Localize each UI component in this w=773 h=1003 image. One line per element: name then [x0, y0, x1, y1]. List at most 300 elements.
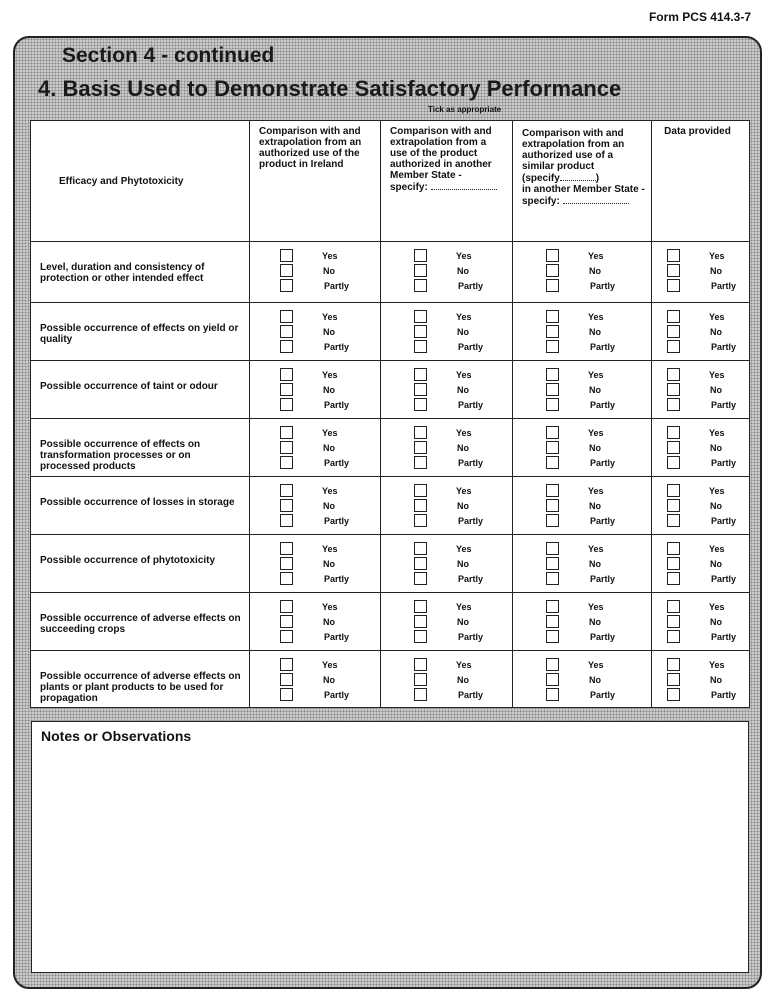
option-line — [250, 278, 380, 293]
checkbox-partly[interactable] — [667, 456, 680, 469]
option-group — [513, 309, 651, 354]
option-line — [513, 657, 651, 672]
notes-box[interactable] — [31, 721, 749, 973]
checkbox-partly[interactable] — [546, 456, 559, 469]
checkbox-partly[interactable] — [546, 630, 559, 643]
option-group — [250, 483, 380, 528]
criterion-label: Possible occurrence of effects on transformation processes or on processed products — [31, 419, 250, 477]
checkbox-partly[interactable] — [414, 340, 427, 353]
option-line — [513, 278, 651, 293]
checkbox-no[interactable] — [667, 383, 680, 396]
option-cell — [513, 303, 652, 361]
option-line — [652, 397, 749, 412]
option-cell — [250, 419, 381, 477]
checkbox-partly[interactable] — [280, 456, 293, 469]
header-row — [31, 121, 750, 242]
criterion-label: Possible occurrence of adverse effects on plants or plant products to be used for propagation — [31, 651, 250, 708]
specify-product-line[interactable] — [560, 172, 596, 181]
option-label-yes: Yes — [588, 369, 604, 380]
checkbox-partly[interactable] — [546, 688, 559, 701]
checkbox-yes[interactable] — [280, 658, 293, 671]
option-line — [513, 498, 651, 513]
option-label-no: No — [457, 265, 469, 276]
checkbox-no[interactable] — [546, 673, 559, 686]
option-cell — [250, 242, 381, 303]
form-number: Form PCS 414.3-7 — [648, 10, 751, 24]
option-label-yes: Yes — [322, 659, 338, 670]
option-line — [381, 324, 512, 339]
option-line — [250, 483, 380, 498]
checkbox-yes[interactable] — [667, 310, 680, 323]
checkbox-yes[interactable] — [667, 542, 680, 555]
option-line — [513, 599, 651, 614]
option-label-no: No — [710, 616, 722, 627]
checkbox-no[interactable] — [414, 264, 427, 277]
checkbox-yes[interactable] — [667, 658, 680, 671]
checkbox-yes[interactable] — [667, 484, 680, 497]
option-line — [381, 339, 512, 354]
option-line — [652, 614, 749, 629]
checkbox-yes[interactable] — [546, 310, 559, 323]
checkbox-partly[interactable] — [546, 340, 559, 353]
option-label-partly: Partly — [458, 515, 484, 526]
option-line — [513, 455, 651, 470]
checkbox-no[interactable] — [414, 557, 427, 570]
option-label-partly: Partly — [324, 457, 350, 468]
option-line — [513, 571, 651, 586]
checkbox-yes[interactable] — [414, 600, 427, 613]
option-label-no: No — [457, 326, 469, 337]
option-group — [513, 425, 651, 470]
checkbox-no[interactable] — [280, 325, 293, 338]
option-group — [513, 657, 651, 702]
option-line — [381, 599, 512, 614]
table-row — [31, 477, 750, 535]
option-label-partly: Partly — [711, 399, 737, 410]
checkbox-no[interactable] — [414, 673, 427, 686]
option-group — [250, 367, 380, 412]
criterion-label: Possible occurrence of effects on yield or quality — [31, 303, 250, 361]
option-line — [250, 498, 380, 513]
option-cell — [652, 651, 750, 708]
checkbox-no[interactable] — [546, 499, 559, 512]
option-label-yes: Yes — [322, 250, 338, 261]
checkbox-yes[interactable] — [667, 426, 680, 439]
checkbox-yes[interactable] — [280, 310, 293, 323]
option-group — [652, 541, 749, 586]
checkbox-no[interactable] — [667, 325, 680, 338]
checkbox-partly[interactable] — [414, 279, 427, 292]
specify-input-line[interactable] — [431, 181, 497, 190]
option-group — [652, 483, 749, 528]
checkbox-yes[interactable] — [667, 368, 680, 381]
option-line — [513, 541, 651, 556]
option-group — [513, 483, 651, 528]
checkbox-yes[interactable] — [414, 542, 427, 555]
option-line — [381, 513, 512, 528]
option-label-partly: Partly — [590, 457, 616, 468]
option-line — [381, 455, 512, 470]
option-label-no: No — [457, 674, 469, 685]
checkbox-no[interactable] — [280, 557, 293, 570]
checkbox-no[interactable] — [546, 441, 559, 454]
option-line — [652, 599, 749, 614]
checkbox-no[interactable] — [546, 264, 559, 277]
option-line — [513, 367, 651, 382]
checkbox-no[interactable] — [546, 557, 559, 570]
header-col-member-state-text: Comparison with and extrapolation from a use of the product authorized in another Member State - — [390, 126, 492, 181]
checkbox-no[interactable] — [546, 383, 559, 396]
criterion-label: Possible occurrence of phytotoxicity — [31, 535, 250, 593]
checkbox-no[interactable] — [667, 264, 680, 277]
option-cell — [652, 419, 750, 477]
option-label-yes: Yes — [588, 311, 604, 322]
option-group — [381, 248, 512, 293]
checkbox-partly[interactable] — [414, 688, 427, 701]
option-group — [652, 657, 749, 702]
option-line — [381, 687, 512, 702]
option-line — [250, 440, 380, 455]
checkbox-yes[interactable] — [546, 542, 559, 555]
option-line — [513, 483, 651, 498]
checkbox-yes[interactable] — [546, 600, 559, 613]
option-line — [652, 324, 749, 339]
checkbox-yes[interactable] — [280, 484, 293, 497]
option-group — [381, 657, 512, 702]
option-line — [652, 339, 749, 354]
option-label-no: No — [457, 558, 469, 569]
option-label-partly: Partly — [711, 280, 737, 291]
table-body — [31, 242, 750, 708]
option-label-yes: Yes — [709, 485, 725, 496]
option-line — [652, 455, 749, 470]
checkbox-yes[interactable] — [280, 249, 293, 262]
main-heading: 4. Basis Used to Demonstrate Satisfactory Performance — [38, 76, 622, 101]
option-label-partly: Partly — [590, 280, 616, 291]
option-cell — [513, 651, 652, 708]
checkbox-partly[interactable] — [414, 456, 427, 469]
option-line — [381, 248, 512, 263]
option-cell — [652, 477, 750, 535]
option-label-yes: Yes — [709, 250, 725, 261]
option-label-yes: Yes — [456, 250, 472, 261]
option-line — [513, 556, 651, 571]
option-line — [250, 425, 380, 440]
section-heading: Section 4 - continued — [62, 44, 275, 67]
option-label-yes: Yes — [709, 543, 725, 554]
checkbox-yes[interactable] — [414, 368, 427, 381]
option-label-partly: Partly — [324, 515, 350, 526]
option-label-partly: Partly — [324, 280, 350, 291]
option-label-partly: Partly — [590, 631, 616, 642]
option-line — [652, 263, 749, 278]
option-label-yes: Yes — [322, 601, 338, 612]
option-label-no: No — [323, 265, 335, 276]
option-line — [513, 425, 651, 440]
checkbox-no[interactable] — [280, 264, 293, 277]
checkbox-partly[interactable] — [546, 398, 559, 411]
checkbox-partly[interactable] — [667, 630, 680, 643]
checkbox-no[interactable] — [546, 325, 559, 338]
option-cell — [513, 477, 652, 535]
option-line — [250, 657, 380, 672]
option-line — [652, 278, 749, 293]
option-group — [250, 248, 380, 293]
specify-label: specify: — [390, 182, 428, 193]
option-label-no: No — [323, 674, 335, 685]
checkbox-yes[interactable] — [414, 249, 427, 262]
checkbox-yes[interactable] — [414, 426, 427, 439]
option-label-partly: Partly — [324, 399, 350, 410]
option-label-no: No — [710, 384, 722, 395]
checkbox-partly[interactable] — [667, 572, 680, 585]
option-group — [652, 599, 749, 644]
option-line — [250, 397, 380, 412]
table-row — [31, 303, 750, 361]
option-line — [513, 672, 651, 687]
checkbox-partly[interactable] — [280, 630, 293, 643]
option-label-yes: Yes — [322, 485, 338, 496]
checkbox-no[interactable] — [280, 383, 293, 396]
option-line — [513, 629, 651, 644]
checkbox-yes[interactable] — [280, 426, 293, 439]
option-group — [513, 599, 651, 644]
checkbox-yes[interactable] — [667, 600, 680, 613]
checkbox-no[interactable] — [667, 673, 680, 686]
option-label-partly: Partly — [590, 689, 616, 700]
option-line — [250, 571, 380, 586]
checkbox-partly[interactable] — [280, 572, 293, 585]
option-label-yes: Yes — [456, 485, 472, 496]
option-label-no: No — [323, 384, 335, 395]
option-cell — [250, 361, 381, 419]
option-group — [250, 541, 380, 586]
table-row — [31, 535, 750, 593]
option-label-partly: Partly — [590, 573, 616, 584]
option-line — [652, 425, 749, 440]
checkbox-yes[interactable] — [546, 426, 559, 439]
checkbox-yes[interactable] — [546, 368, 559, 381]
option-group — [250, 599, 380, 644]
header-col-similar-text: Comparison with and extrapolation from an authorized use of a similar product — [522, 128, 625, 172]
checkbox-yes[interactable] — [280, 542, 293, 555]
option-line — [652, 541, 749, 556]
checkbox-no[interactable] — [414, 383, 427, 396]
checkbox-partly[interactable] — [667, 279, 680, 292]
checkbox-no[interactable] — [280, 673, 293, 686]
option-label-yes: Yes — [322, 369, 338, 380]
option-label-yes: Yes — [709, 601, 725, 612]
option-cell — [513, 242, 652, 303]
notes-title: Notes or Observations — [41, 728, 192, 744]
specify-label-2: specify: — [522, 196, 560, 207]
option-line — [381, 483, 512, 498]
checkbox-partly[interactable] — [280, 340, 293, 353]
option-cell — [250, 535, 381, 593]
option-label-partly: Partly — [324, 341, 350, 352]
option-cell — [652, 361, 750, 419]
checkbox-partly[interactable] — [667, 340, 680, 353]
option-label-yes: Yes — [588, 659, 604, 670]
option-label-partly: Partly — [458, 457, 484, 468]
option-line — [652, 687, 749, 702]
checkbox-partly[interactable] — [280, 514, 293, 527]
option-cell — [652, 242, 750, 303]
option-line — [250, 339, 380, 354]
checkbox-partly[interactable] — [280, 398, 293, 411]
checkbox-partly[interactable] — [546, 572, 559, 585]
option-line — [513, 687, 651, 702]
option-line — [250, 382, 380, 397]
option-label-no: No — [589, 326, 601, 337]
header-col-ireland: Comparison with and extrapolation from an authorized use of the product in Ireland — [250, 121, 381, 242]
option-label-partly: Partly — [590, 515, 616, 526]
header-col-similar-product — [513, 121, 652, 242]
checkbox-yes[interactable] — [546, 658, 559, 671]
option-cell — [381, 651, 513, 708]
option-line — [250, 614, 380, 629]
option-line — [652, 513, 749, 528]
header-efficacy: Efficacy and Phytotoxicity — [31, 121, 250, 242]
checkbox-no[interactable] — [280, 499, 293, 512]
checkbox-no[interactable] — [667, 557, 680, 570]
option-line — [250, 687, 380, 702]
option-line — [381, 440, 512, 455]
checkbox-no[interactable] — [280, 615, 293, 628]
option-line — [513, 309, 651, 324]
option-cell — [381, 477, 513, 535]
checkbox-no[interactable] — [414, 499, 427, 512]
checkbox-partly[interactable] — [414, 630, 427, 643]
option-label-no: No — [710, 326, 722, 337]
option-label-yes: Yes — [322, 427, 338, 438]
option-label-yes: Yes — [456, 601, 472, 612]
checkbox-no[interactable] — [414, 325, 427, 338]
checkbox-yes[interactable] — [414, 484, 427, 497]
option-group — [652, 248, 749, 293]
option-cell — [513, 593, 652, 651]
option-label-partly: Partly — [324, 689, 350, 700]
option-label-no: No — [589, 384, 601, 395]
checkbox-no[interactable] — [414, 615, 427, 628]
option-group — [652, 425, 749, 470]
option-line — [381, 541, 512, 556]
option-label-yes: Yes — [456, 369, 472, 380]
option-group — [381, 483, 512, 528]
option-line — [381, 614, 512, 629]
checkbox-partly[interactable] — [414, 514, 427, 527]
option-label-partly: Partly — [711, 631, 737, 642]
checkbox-no[interactable] — [546, 615, 559, 628]
option-label-no: No — [457, 616, 469, 627]
option-label-yes: Yes — [456, 427, 472, 438]
option-cell — [250, 651, 381, 708]
option-line — [652, 440, 749, 455]
checkbox-no[interactable] — [414, 441, 427, 454]
option-cell — [381, 242, 513, 303]
checkbox-yes[interactable] — [414, 310, 427, 323]
option-line — [652, 483, 749, 498]
option-cell — [652, 303, 750, 361]
checkbox-yes[interactable] — [667, 249, 680, 262]
option-label-partly: Partly — [458, 573, 484, 584]
checkbox-partly[interactable] — [280, 688, 293, 701]
option-label-no: No — [710, 500, 722, 511]
option-line — [513, 248, 651, 263]
option-cell — [381, 419, 513, 477]
checkbox-partly[interactable] — [414, 572, 427, 585]
option-line — [250, 263, 380, 278]
option-line — [381, 309, 512, 324]
option-label-yes: Yes — [709, 311, 725, 322]
checkbox-partly[interactable] — [667, 688, 680, 701]
checkbox-partly[interactable] — [414, 398, 427, 411]
checkbox-partly[interactable] — [546, 279, 559, 292]
option-line — [250, 324, 380, 339]
option-group — [250, 657, 380, 702]
option-label-partly: Partly — [590, 341, 616, 352]
option-line — [652, 672, 749, 687]
option-cell — [381, 593, 513, 651]
checkbox-partly[interactable] — [667, 514, 680, 527]
checkbox-yes[interactable] — [280, 368, 293, 381]
option-label-partly: Partly — [590, 399, 616, 410]
option-line — [652, 248, 749, 263]
option-line — [381, 382, 512, 397]
checkbox-yes[interactable] — [546, 484, 559, 497]
checkbox-no[interactable] — [667, 441, 680, 454]
member-state-label: in another Member State - — [522, 184, 645, 195]
option-label-no: No — [323, 616, 335, 627]
checkbox-no[interactable] — [667, 615, 680, 628]
option-label-no: No — [589, 616, 601, 627]
option-line — [381, 367, 512, 382]
checkbox-partly[interactable] — [280, 279, 293, 292]
option-label-no: No — [589, 442, 601, 453]
option-line — [652, 629, 749, 644]
option-group — [652, 309, 749, 354]
option-label-no: No — [710, 674, 722, 685]
checkbox-no[interactable] — [280, 441, 293, 454]
option-group — [250, 425, 380, 470]
checkbox-no[interactable] — [667, 499, 680, 512]
option-label-yes: Yes — [709, 427, 725, 438]
option-line — [513, 614, 651, 629]
criterion-label: Possible occurrence of adverse effects on succeeding crops — [31, 593, 250, 651]
option-cell — [513, 361, 652, 419]
checkbox-yes[interactable] — [280, 600, 293, 613]
table-row — [31, 651, 750, 708]
option-group — [250, 309, 380, 354]
table-row — [31, 361, 750, 419]
option-line — [381, 498, 512, 513]
checkbox-partly[interactable] — [546, 514, 559, 527]
option-label-yes: Yes — [588, 485, 604, 496]
option-group — [513, 248, 651, 293]
option-label-no: No — [589, 558, 601, 569]
option-label-yes: Yes — [588, 543, 604, 554]
checkbox-yes[interactable] — [414, 658, 427, 671]
option-line — [381, 263, 512, 278]
specify-close-label: ) — [595, 173, 600, 184]
checkbox-partly[interactable] — [667, 398, 680, 411]
option-line — [513, 513, 651, 528]
specify-member-line[interactable] — [563, 195, 629, 204]
option-label-no: No — [589, 500, 601, 511]
option-line — [381, 278, 512, 293]
checkbox-yes[interactable] — [546, 249, 559, 262]
option-line — [381, 397, 512, 412]
